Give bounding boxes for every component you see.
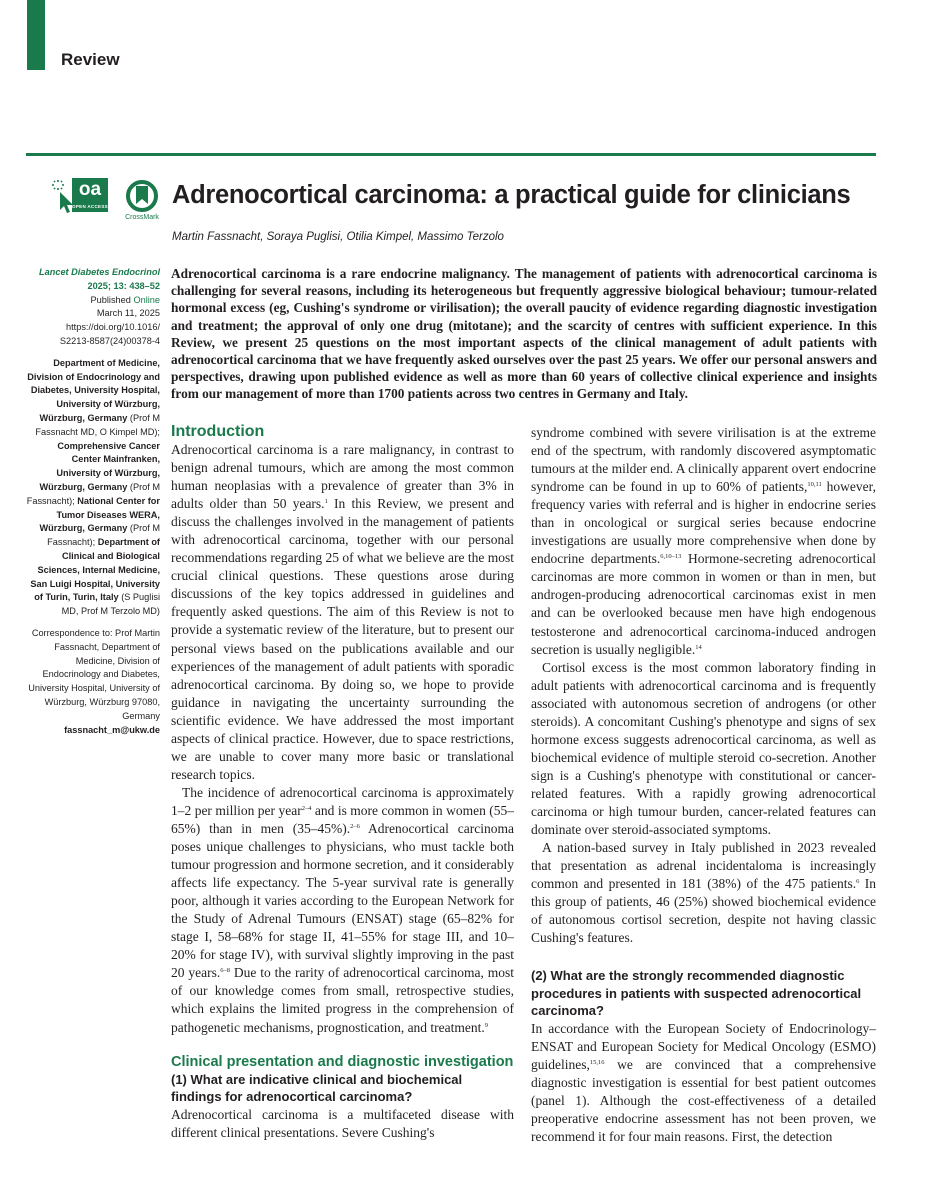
affiliation-2: Comprehensive Cancer Center Mainfranken, University of Würzburg, Würzburg, Germany <box>39 440 160 492</box>
open-access-mark: oa <box>78 179 102 200</box>
citation-ref[interactable]: 6,10–13 <box>660 553 682 561</box>
doi-part-1: https://doi.org/10.1016/ <box>66 322 160 333</box>
intro-paragraph-2: The incidence of adrenocortical carcinoma is approximately 1–2 per million per year$^{2-4}$ and is more common in women (55–65%) than in men (35–45%).$^{2-6}$ Adrenocortical carcinoma poses unique challenges to physicians, who must tackle both tumour progression and hormone secretion, and it considerably affects life expectancy. The 5-year survival rate is generally poor, although it varies according to the European Network for the Study of Adrenal Tumours (ENSAT) stage (65–82% for stage I, 58–68% for stage II, 41–55% for stage III, and 10–20% for stage IV), with survival slightly improving in the past 20 years.$^{6-8}$ Due to the rarity of adrenocortical carcinoma, most of our knowledge comes from small, retrospective studies, which explains the limited progress in the comprehension of pathogenetic mechanisms, prognostication, and treatment.$^9$ <box>171 784 514 1035</box>
journal-name: Lancet Diabetes Endocrinol <box>39 267 160 277</box>
header-divider <box>26 153 876 156</box>
question-1-paragraph: Adrenocortical carcinoma is a multifaceted disease with different clinical presentations. Severe Cushing's <box>171 1106 514 1140</box>
citation-ref[interactable]: 10,11 <box>807 481 822 489</box>
body-column-1 <box>171 422 514 1142</box>
header-accent-bar <box>27 0 45 70</box>
citation-ref[interactable]: 14 <box>695 643 702 651</box>
article-sidebar <box>26 266 160 737</box>
question-2-heading: (2) What are the strongly recommended diagnostic procedures in patients with suspected adrenocortical carcinoma? <box>531 968 862 1019</box>
published-prefix: Published <box>90 294 134 305</box>
correspondence: Correspondence to: Prof Martin Fassnacht, Department of Medicine, Division of Endocrinology and Diabetes, University Hospital, University of Würzburg, Würzburg 97080, Germany <box>28 627 160 721</box>
published-online: Online <box>133 294 160 305</box>
citation-ref[interactable]: 6–8 <box>220 967 230 975</box>
column-2-paragraph-2: Cortisol excess is the most common laboratory finding in adult patients with adrenocortical carcinoma and is frequently associated with autonomous secretion of androgens (or other steroids). A concomitant Cushing's phenotype and signs of sex hormone excess suggests adrenocortical carcinoma, as well as biochemical evidence of multiple steroid co-secretion. Another sign is a Cushing's phenotype with constitutional or cancer-related features. With a rapidly growing adrenocortical carcinoma or high tumour burden, cancer-related features can dominate over steroid-associated symptoms. <box>531 659 876 838</box>
open-access-label: OPEN ACCESS <box>72 204 108 209</box>
crossmark-icon <box>122 178 162 214</box>
article-title: Adrenocortical carcinoma: a practical guide for clinicians <box>172 181 851 209</box>
column-2-paragraph-4: In accordance with the European Society of Endocrinology–ENSAT and European Society for Medical Oncology (ESMO) guidelines,$^{15,16}$ we are convinced that a comprehensive diagnostic investigation is essential for best patient outcomes (panel 1). Although the cost-effectiveness of a detailed preoperative endocrine assessment has not been proven, we recommend it for four main reasons. First, the detection <box>531 1020 876 1145</box>
open-access-badge <box>72 178 108 212</box>
abstract: Adrenocortical carcinoma is a rare endocrine malignancy. The management of patients with adrenocortical carcinoma is challenging for several reasons, including its heterogeneous but frequently aggressive biological behaviour; tumour-related hormonal excess (eg, Cushing's syndrome or virilisation); the overall paucity of evidence regarding diagnostic investigation and treatment; the approval of only one drug (mitotane); and the scarcity of centres with sufficient experience. In this Review, we present 25 questions on the most important aspects of the clinical management of adult patients with adrenocortical carcinoma that we have frequently asked ourselves over the past 25 years. We offer our personal answers and perspectives, drawing upon published evidence as well as more than 60 years of collective clinical experience and insights from our management of more than 1700 patients across two centres in Germany and Italy. <box>171 266 877 402</box>
column-2-paragraph-3: A nation-based survey in Italy published in 2023 revealed that presentation as adrenal incidentaloma is increasingly common and presented in 181 (38%) of the 475 patients.$^6$ In this group of patients, 46 (25%) showed biochemical evidence of autonomous cortisol secretion, despite not having classic Cushing's features. <box>531 840 876 946</box>
citation-ref[interactable]: 9 <box>484 1021 489 1029</box>
section-label: Review <box>61 50 120 69</box>
crossmark-logo[interactable] <box>122 178 162 224</box>
citation-ref[interactable]: 1 <box>324 498 328 506</box>
body-column-2 <box>531 424 876 1146</box>
affiliation-1-authors: (Prof M Fassnacht MD, O Kimpel MD); <box>35 412 160 437</box>
doi-part-2: S2213-8587(24)00378-4 <box>59 335 160 346</box>
clinical-presentation-heading: Clinical presentation and diagnostic investigation <box>171 1053 514 1070</box>
crossmark-label: CrossMark <box>125 214 159 221</box>
published-date: March 11, 2025 <box>96 308 160 319</box>
question-1-heading: (1) What are indicative clinical and biochemical findings for adrenocortical carcinoma? <box>171 1071 463 1105</box>
affiliations <box>26 357 160 619</box>
citation-ref[interactable]: 2–6 <box>350 822 360 830</box>
citation-ref[interactable]: 6 <box>856 878 860 886</box>
correspondence-email[interactable]: fassnacht_m@ukw.de <box>64 724 160 735</box>
affiliation-2-authors: (Prof M Fassnacht); <box>26 481 160 506</box>
column-2-paragraph-1: syndrome combined with severe virilisation is at the extreme end of the spectrum, with randomly discovered asymptomatic tumours at the milder end. A clinically apparent overt endocrine syndrome can be found in up to 60% of patients,$^{10,11}$ however, frequency varies with referral and is higher in endocrine series than in oncological or surgical series because endocrine investigations are usually more comprehensive when done by endocrine departments.$^{6,10-13}$ Hormone-secreting adrenocortical carcinomas are more common in women or than in men, but androgen-producing adrenocortical carcinomas exist in men and can be overlooked because men have high endogenous testosterone and adrenocortical carcinoma-induced androgen secretion is usually negligible.$^{14}$ <box>531 425 876 657</box>
citation-ref[interactable]: 2–4 <box>301 804 312 812</box>
citation-ref[interactable]: 15,16 <box>589 1058 605 1066</box>
doi-link[interactable] <box>26 321 160 349</box>
published-line <box>26 294 160 308</box>
affiliation-1: Department of Medicine, Division of Endocrinology and Diabetes, University Hospital, University of Würzburg, Würzburg, Germany <box>27 357 160 423</box>
introduction-heading: Introduction <box>171 423 265 440</box>
affiliation-3: National Center for Tumor Diseases WERA, Würzburg, Germany <box>39 495 160 534</box>
author-list: Martin Fassnacht, Soraya Puglisi, Otilia Kimpel, Massimo Terzolo <box>172 231 504 243</box>
intro-paragraph-1: Adrenocortical carcinoma is a rare malignancy, in contrast to benign adrenal tumours, which are among the most common human neoplasias with a prevalence of greater than 3% in adults older than 50 years.$^1$ In this Review, we present and discuss the challenges involved in the management of patients with adrenocortical carcinoma, together with our personal recommendations regarding 25 of what we believe are the most crucial clinical questions. These questions arose during discussions of the key topics addressed in guidelines and frequently asked questions. The aim of this Review is not to provide a systematic review of the literature, but to present our personal views based on the publications available and our experiences of the management of adult patients with sporadic adrenocortical carcinoma. By doing so, we hope to provide guidance in navigating the uncertainty surrounding the scientific evidence. We have addressed the most important aspects of clinical practice. However, due to space restrictions, we are unable to cover many more basic or translational research topics. <box>171 442 515 782</box>
affiliation-3-authors: (Prof M Fassnacht); <box>47 523 160 548</box>
affiliation-4-authors: (S Puglisi MD, Prof M Terzolo MD) <box>61 592 160 617</box>
affiliation-4: Department of Clinical and Biological Sciences, Internal Medicine, San Luigi Hospital, University of Turin, Turin, Italy <box>30 537 160 603</box>
journal-citation: 2025; 13: 438–52 <box>87 280 160 291</box>
logo-group <box>50 178 165 224</box>
